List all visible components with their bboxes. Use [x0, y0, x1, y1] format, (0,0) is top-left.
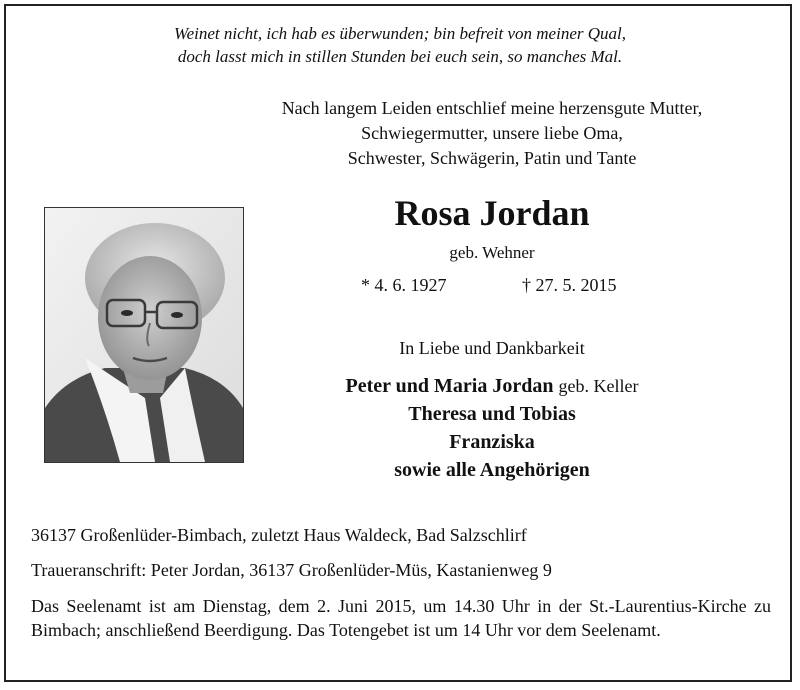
mourner-line-1-sub: geb. Keller — [558, 376, 639, 396]
poem-quote — [0, 22, 800, 68]
quote-line-1: Weinet nicht, ich hab es überwunden; bin befreit von meiner Qual, — [174, 24, 626, 43]
mourner-line-2: Theresa und Tobias — [408, 403, 576, 425]
mourner-line-3: Franziska — [449, 431, 535, 453]
mourning-address: Traueranschrift: Peter Jordan, 36137 Großenlüder-Müs, Kastanienweg 9 — [31, 560, 552, 580]
intro-line-3: Schwester, Schwägerin, Patin und Tante — [347, 148, 637, 168]
mourner-line-4: sowie alle Angehörigen — [394, 459, 590, 481]
quote-line-2: doch lasst mich in stillen Stunden bei euch sein, so manches Mal. — [177, 47, 623, 66]
portrait-photo — [44, 207, 244, 463]
intro-text — [220, 96, 764, 171]
intro-line-1: Nach langem Leiden entschlief meine herzensgute Mutter, — [281, 98, 703, 118]
portrait-image — [45, 208, 243, 462]
mourner-line-1-main: Peter und Maria Jordan — [345, 375, 554, 397]
mourner-line-1 — [280, 372, 704, 400]
residence-address: 36137 Großenlüder-Bimbach, zuletzt Haus Waldeck, Bad Salzschlirf — [31, 525, 527, 545]
service-info: Das Seelenamt ist am Dienstag, dem 2. Juni 2015, um 14.30 Uhr in der St.-Laurentius-Kirche zu Bimbach; anschließend Beerdigung. Das Totengebet ist um 14 Uhr vor dem Seelenamt. — [31, 596, 771, 640]
deceased-name: Rosa Jordan — [394, 193, 590, 233]
birth-date: * 4. 6. 1927 — [361, 275, 447, 295]
mourners-heading: In Liebe und Dankbarkeit — [399, 338, 585, 358]
maiden-name: geb. Wehner — [449, 243, 535, 262]
intro-line-2: Schwiegermutter, unsere liebe Oma, — [361, 123, 623, 143]
death-date: † 27. 5. 2015 — [522, 275, 617, 295]
mourners-list — [280, 372, 704, 484]
